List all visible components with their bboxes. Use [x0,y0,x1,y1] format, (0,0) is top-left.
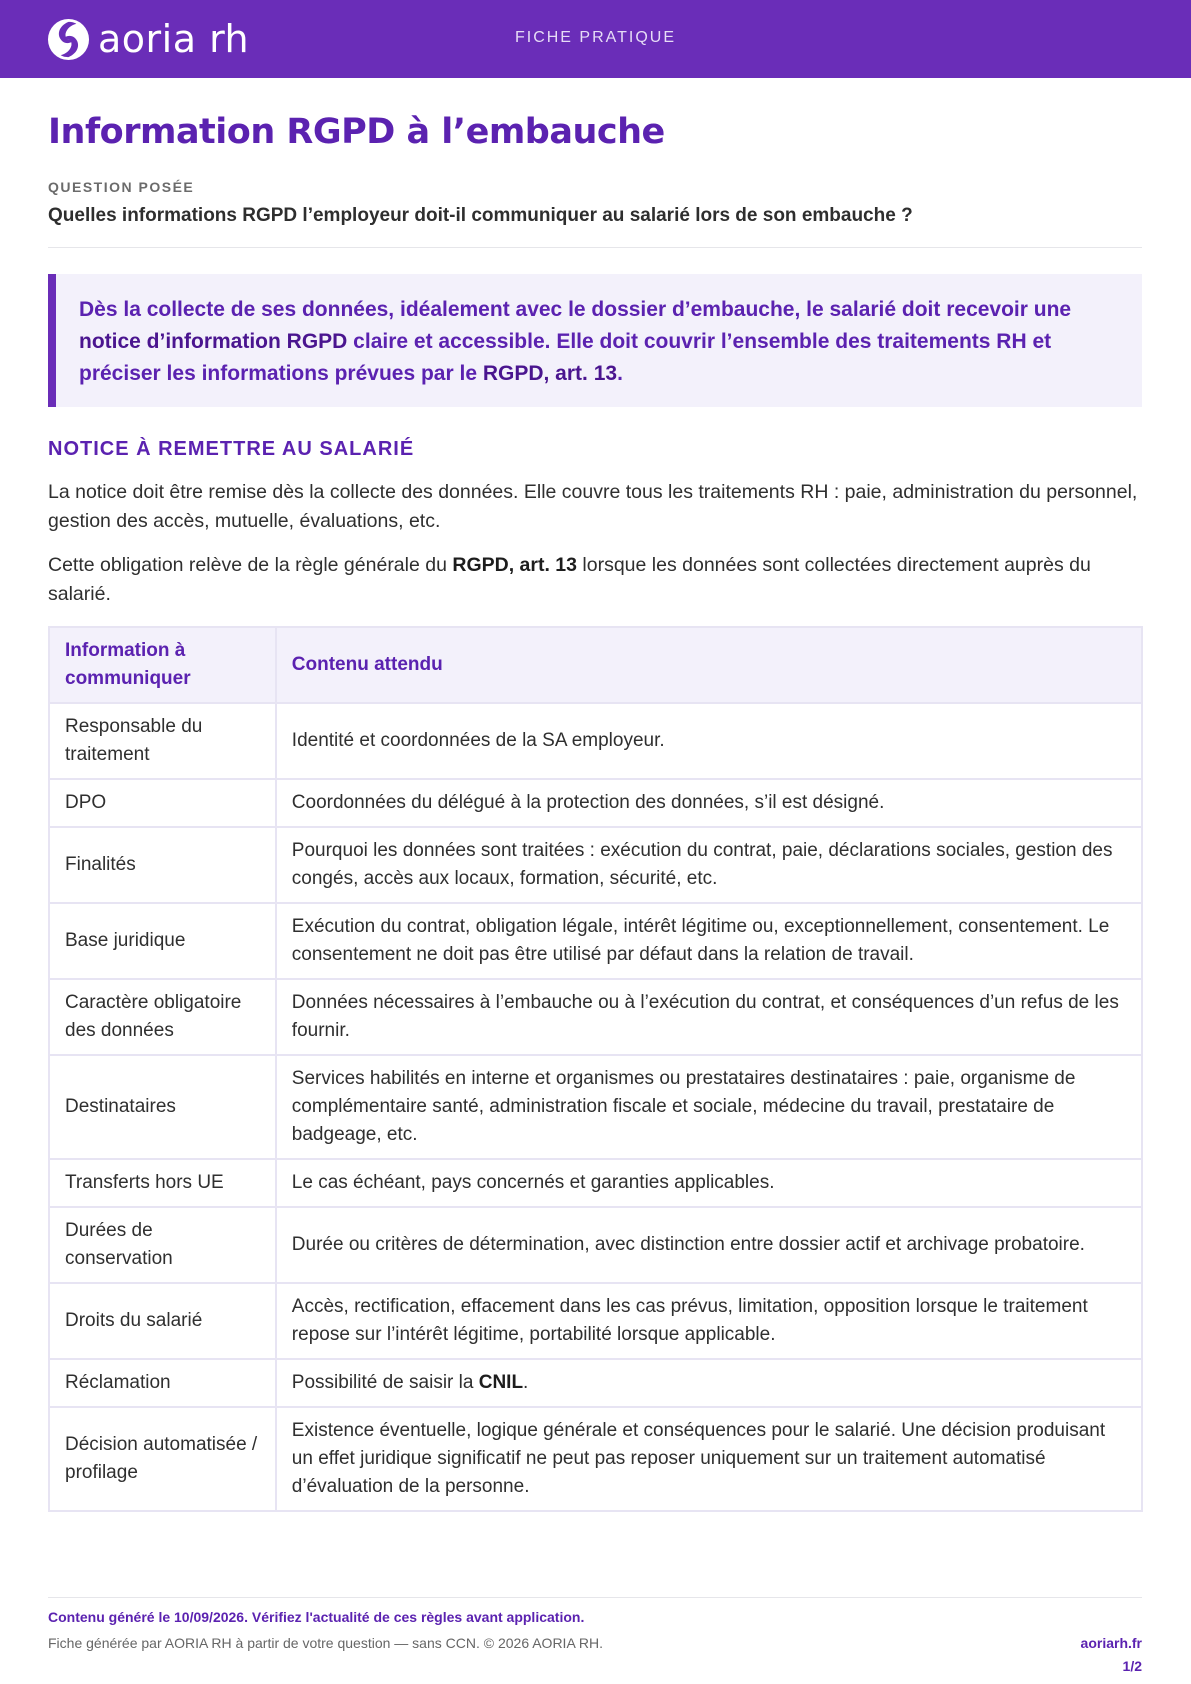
row-content: Pourquoi les données sont traitées : exécution du contrat, paie, déclarations sociales, gestion des congés, accès aux locaux, formation, sécurité, etc. [276,827,1142,903]
logo-text: aoria rh [98,17,250,61]
row-info: Responsable du traitement [49,703,276,779]
paragraph-part: Cette obligation relève de la règle générale du [48,554,453,576]
row-info: DPO [49,779,276,827]
table-row [49,1407,1142,1511]
column-header-info: Information à communiquer [49,627,276,703]
row-content [276,1359,1142,1407]
table-header-row [49,627,1142,703]
table-row [49,1359,1142,1407]
row-info: Durées de conservation [49,1207,276,1283]
table-row [49,1055,1142,1159]
row-info: Base juridique [49,903,276,979]
row-info: Destinataires [49,1055,276,1159]
row-content: Coordonnées du délégué à la protection des données, s’il est désigné. [276,779,1142,827]
table-row [49,827,1142,903]
section-paragraph [48,551,1142,609]
information-table [48,626,1143,1512]
summary-text [79,294,1112,390]
summary-part: . [617,362,623,385]
table-row [49,1159,1142,1207]
footer-site-link[interactable]: aoriarh.fr [1080,1635,1142,1651]
row-info: Décision automatisée / profilage [49,1407,276,1511]
row-content: Identité et coordonnées de la SA employeur. [276,703,1142,779]
footer-divider [48,1597,1142,1598]
question-text: Quelles informations RGPD l’employeur doit-il communiquer au salarié lors de son embauche ? [48,205,913,226]
row-content: Accès, rectification, effacement dans les cas prévus, limitation, opposition lorsque le traitement repose sur l’intérêt légitime, portabilité lorsque applicable. [276,1283,1142,1359]
content-emphasis: CNIL [478,1372,524,1393]
footer-info: Fiche générée par AORIA RH à partir de votre question — sans CCN. © 2026 AORIA RH. [48,1635,604,1651]
column-header-content: Contenu attendu [276,627,1142,703]
row-info: Droits du salarié [49,1283,276,1359]
footer-generated-note: Contenu généré le 10/09/2026. Vérifiez l'actualité de ces règles avant application. [48,1609,585,1625]
row-info: Finalités [49,827,276,903]
row-info: Transferts hors UE [49,1159,276,1207]
question-label: QUESTION POSÉE [48,179,195,195]
paragraph-emphasis: RGPD, art. 13 [452,554,577,576]
row-info: Caractère obligatoire des données [49,979,276,1055]
section-title: NOTICE À REMETTRE AU SALARIÉ [48,438,415,460]
row-content: Existence éventuelle, logique générale et conséquences pour le salarié. Une décision produisant un effet juridique significatif ne peut pas reposer uniquement sur un traitement automatisé d’évaluation de la personne. [276,1407,1142,1511]
table-row [49,979,1142,1055]
row-content: Données nécessaires à l’embauche ou à l’exécution du contrat, et conséquences d’un refus de les fournir. [276,979,1142,1055]
table-row [49,703,1142,779]
summary-emphasis: notice d’information RGPD [79,330,348,353]
summary-emphasis: RGPD, art. 13 [482,362,618,385]
section-paragraph: La notice doit être remise dès la collecte des données. Elle couvre tous les traitements RH : paie, administration du personnel, gestion des accès, mutuelle, évaluations, etc. [48,481,1138,532]
header-bar [0,0,1191,78]
summary-callout [48,274,1142,407]
table-row [49,1283,1142,1359]
document-type-label: FICHE PRATIQUE [514,29,677,46]
content-part: Possibilité de saisir la [291,1372,479,1393]
table-row [49,779,1142,827]
row-info: Réclamation [49,1359,276,1407]
content-part: . [523,1372,529,1393]
row-content: Services habilités en interne et organismes ou prestataires destinataires : paie, organisme de complémentaire santé, administration fiscale et sociale, médecine du travail, prestataire de badgeage, etc. [276,1055,1142,1159]
row-content: Durée ou critères de détermination, avec distinction entre dossier actif et archivage probatoire. [276,1207,1142,1283]
table-row [49,903,1142,979]
table-row [49,1207,1142,1283]
paragraph-part: lorsque les données sont collectées directement auprès du salarié. [48,554,1091,605]
page-title: Information RGPD à l’embauche [48,112,665,152]
summary-part: claire et accessible. Elle doit couvrir l’ensemble des traitements RH et préciser les informations prévues par le [79,330,1052,385]
page-number: 1/2 [1122,1658,1142,1674]
row-content: Exécution du contrat, obligation légale, intérêt légitime ou, exceptionnellement, consentement. Le consentement ne doit pas être utilisé par défaut dans la relation de travail. [276,903,1142,979]
row-content: Le cas échéant, pays concernés et garanties applicables. [276,1159,1142,1207]
summary-part: Dès la collecte de ses données, idéalement avec le dossier d’embauche, le salarié doit recevoir une [79,298,1072,321]
divider [48,247,1142,248]
